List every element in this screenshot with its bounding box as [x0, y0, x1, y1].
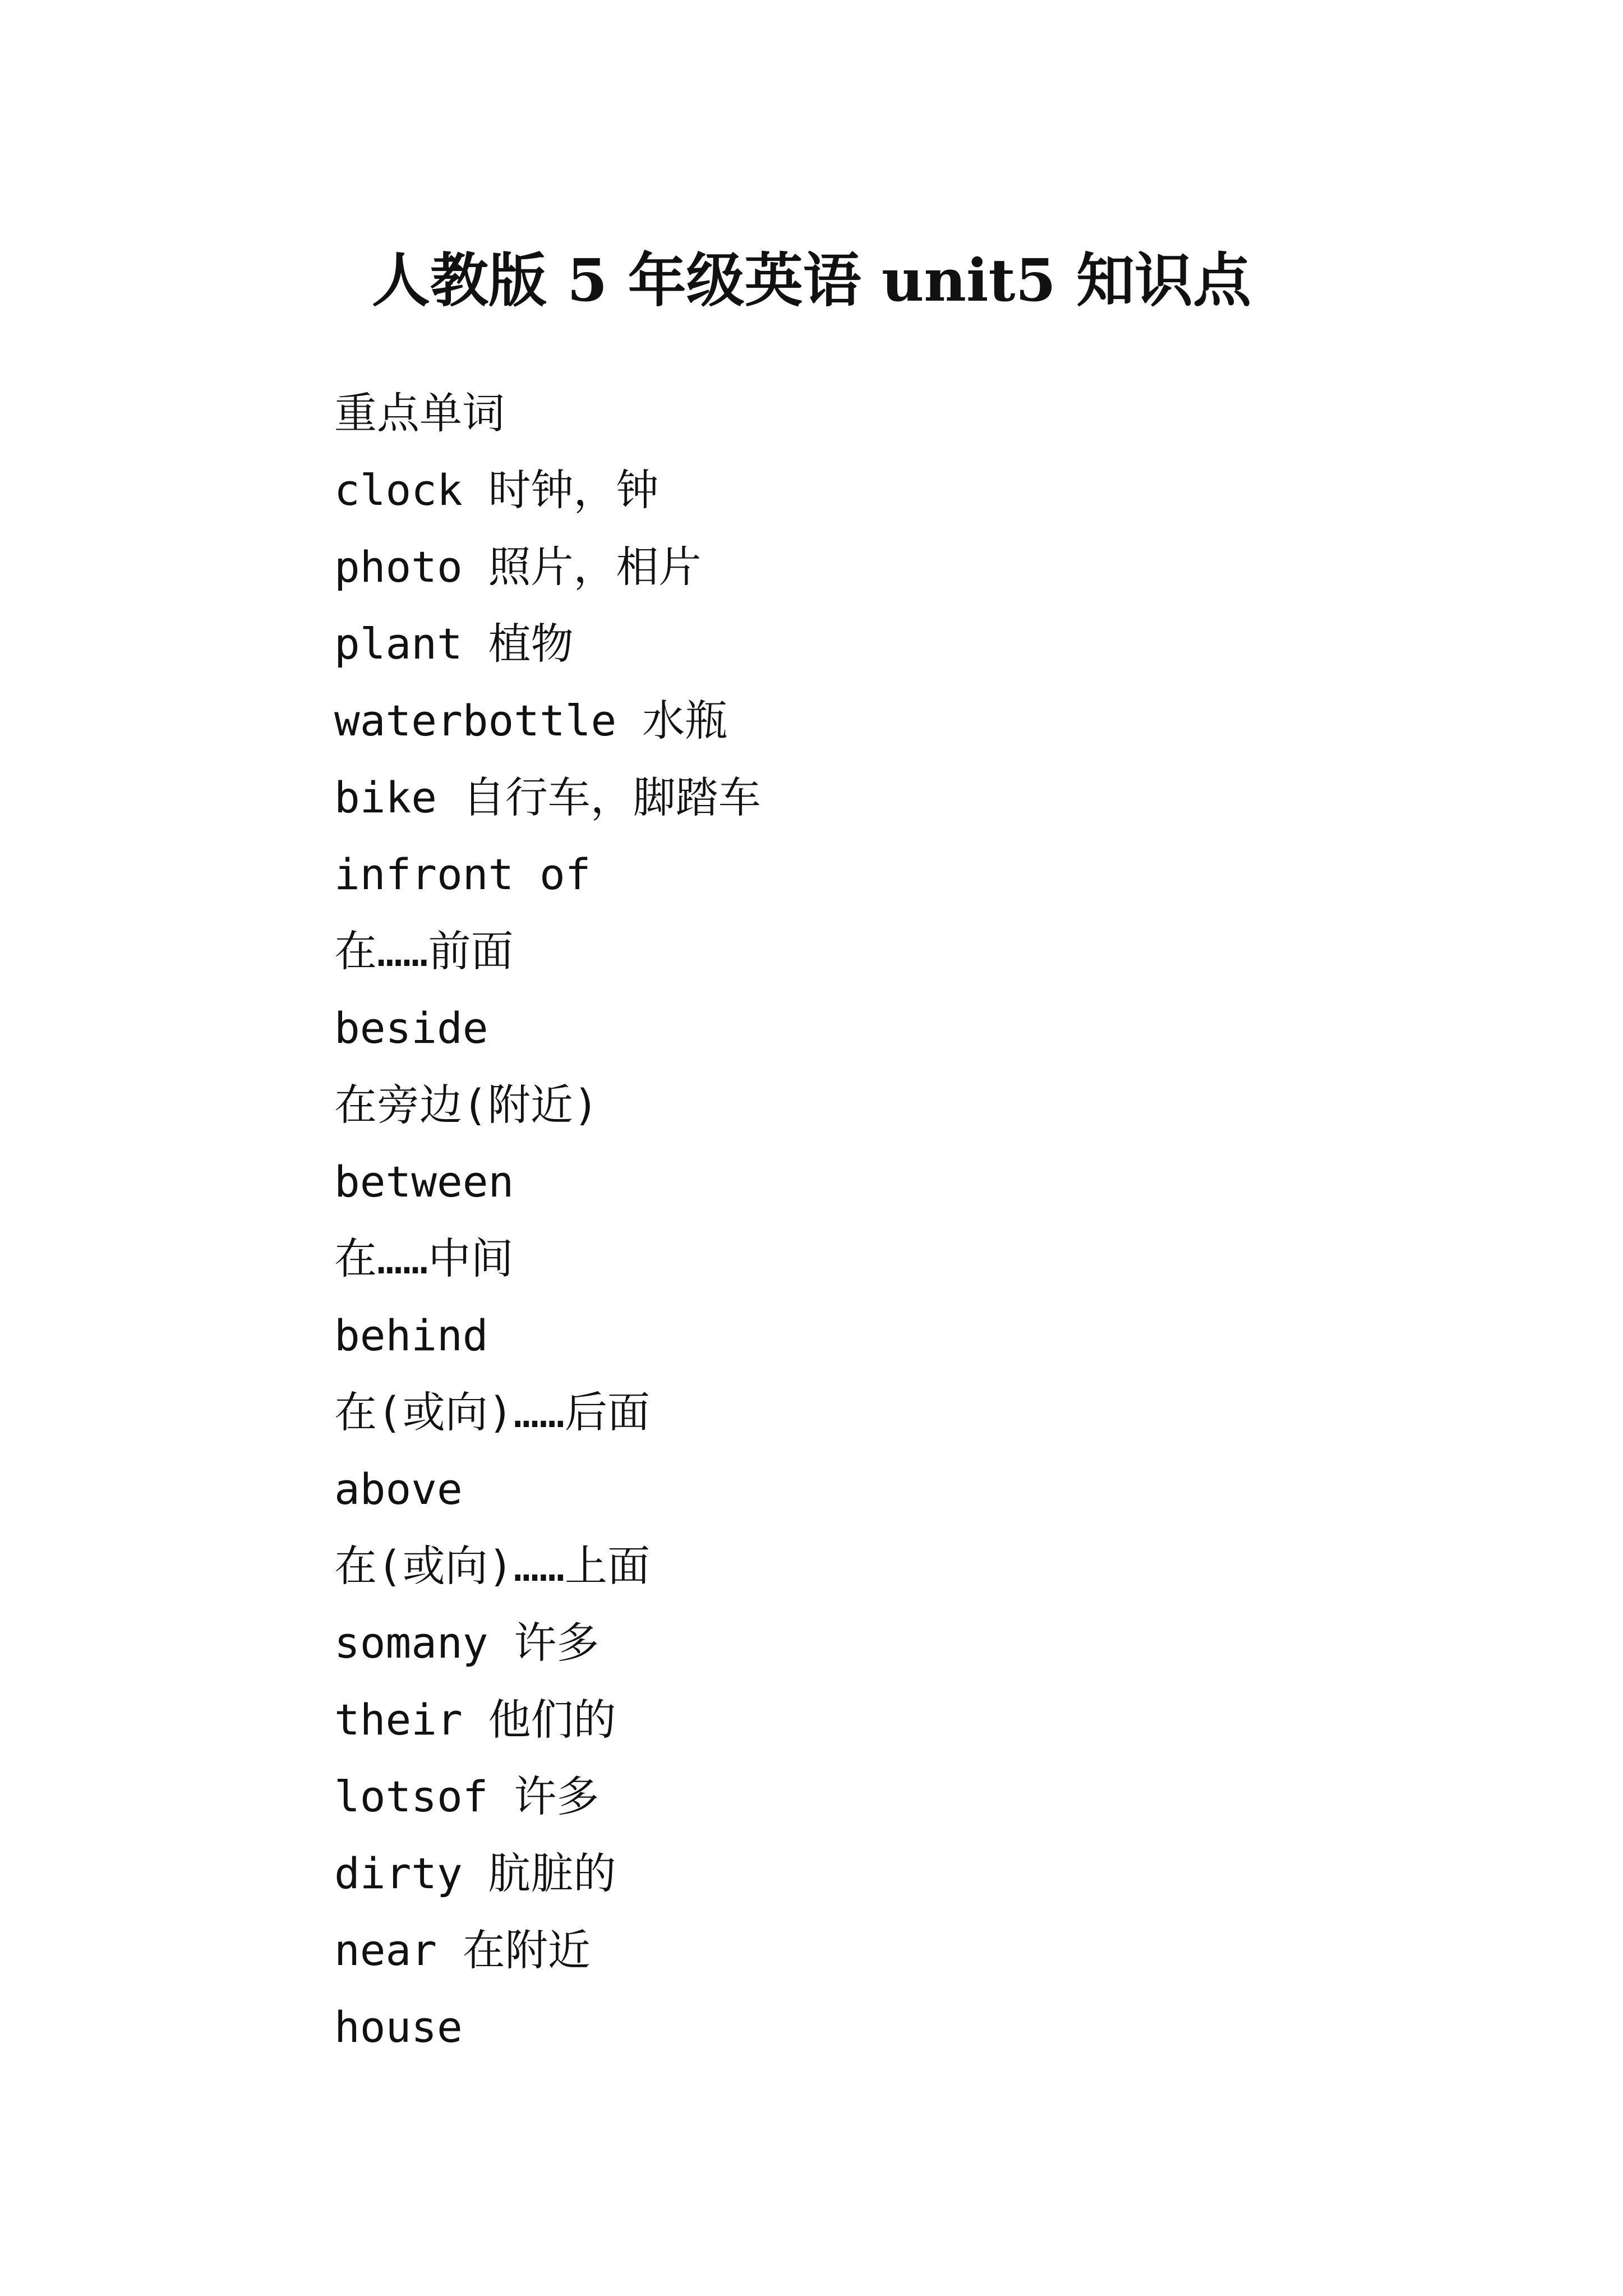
vocab-line: plant 植物 — [334, 619, 574, 669]
page-title: 人教版 5 年级英语 unit5 知识点 — [371, 245, 1252, 315]
vocab-line: 在……中间 — [334, 1234, 514, 1283]
vocab-line: above — [334, 1464, 463, 1514]
vocab-line: infront of — [334, 849, 591, 899]
vocab-line: beside — [334, 1003, 488, 1053]
vocab-line: lotsof 许多 — [334, 1772, 600, 1821]
vocab-line: waterbottle 水瓶 — [334, 696, 728, 746]
vocab-line: their 他们的 — [334, 1695, 616, 1745]
vocab-line: clock 时钟，钟 — [334, 465, 659, 515]
vocab-line: 在(或向)……后面 — [334, 1387, 651, 1437]
vocab-line: behind — [334, 1310, 488, 1360]
vocab-line: bike 自行车，脚踏车 — [334, 772, 761, 822]
vocab-line: 在……前面 — [334, 926, 514, 976]
section-heading: 重点单词 — [334, 388, 505, 438]
vocab-line: between — [334, 1157, 514, 1207]
vocab-line: house — [334, 2002, 463, 2052]
vocab-line: near 在附近 — [334, 1925, 591, 1975]
vocab-line: 在旁边(附近) — [334, 1080, 599, 1130]
vocab-line: dirty 肮脏的 — [334, 1848, 616, 1898]
vocabulary-list — [334, 375, 1512, 2065]
vocab-line: 在(或向)……上面 — [334, 1541, 651, 1591]
vocab-line: photo 照片，相片 — [334, 542, 702, 592]
vocab-line: somany 许多 — [334, 1618, 600, 1668]
